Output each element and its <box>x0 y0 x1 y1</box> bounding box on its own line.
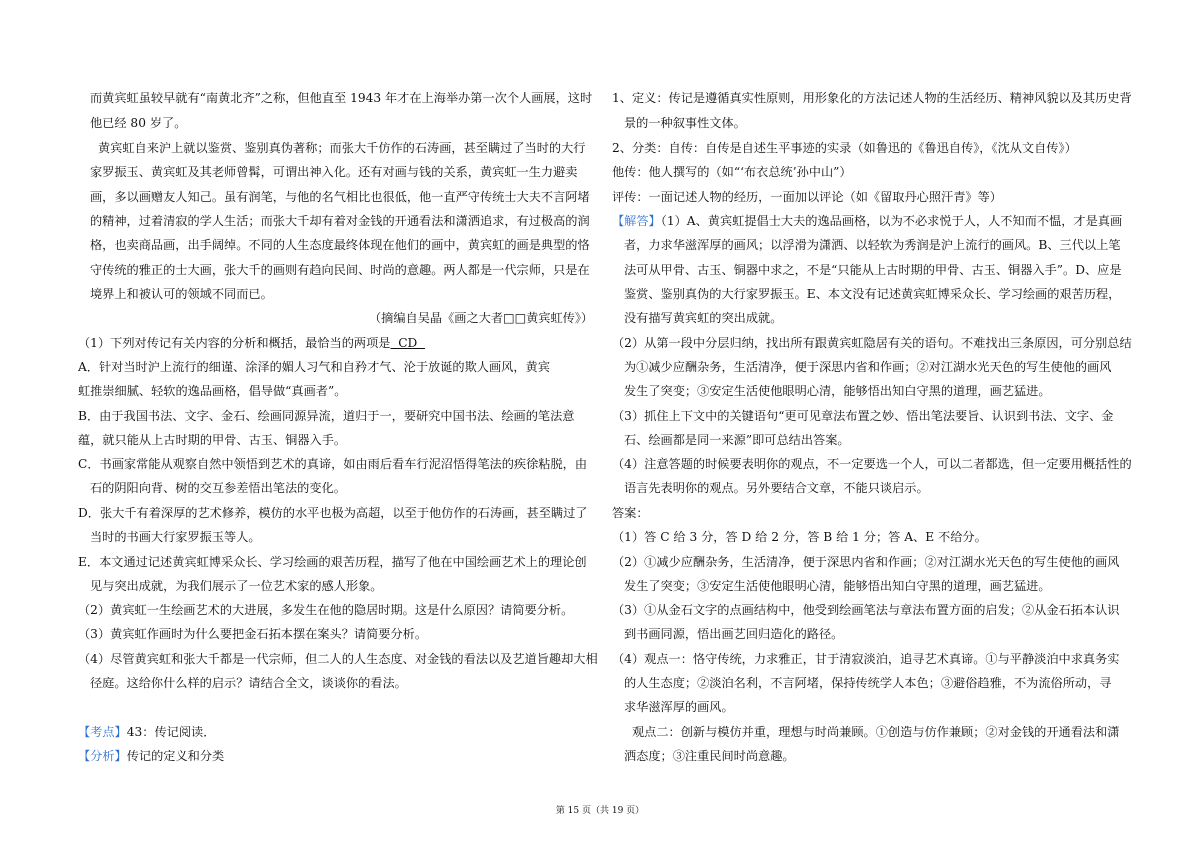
line-text: 的人生态度；②淡泊名利，不言阿堵，保持传统学人本色；③避俗趋雅，不为流俗所动，寻 <box>624 676 1112 690</box>
line-text: 观点二：创新与模仿并重，理想与时尚兼顾。①创造与仿作兼顾；②对金钱的开通看法和潇 <box>632 725 1120 739</box>
line-text: 虹推崇细腻、轻软的逸品画格，倡导做“真画者”。 <box>78 384 347 398</box>
line-text: 到书画同源，悟出画艺回归造化的路径。 <box>624 627 844 641</box>
line-text: （3）抓住上下文中的关键语句“更可见章法布置之妙、悟出笔法要旨、认识到书法、文字、金 <box>612 409 1114 423</box>
text-line <box>612 651 1119 667</box>
line-text: 黄宾虹自来沪上就以鉴赏、鉴别真伪著称；而张大千仿作的石涛画，甚至瞒过了当时的大行 <box>98 141 586 155</box>
line-text: 1、定义：传记是遵循真实性原则，用形象化的方法记述人物的生活经历、精神风貌以及其历史背 <box>612 91 1132 105</box>
line-text: 洒态度；③注重民间时尚意趣。 <box>624 749 795 763</box>
line-text: 为①减少应酬杂务，生活清净，便于深思内省和作画；②对江湖水光天色的写生使他的画风 <box>624 360 1112 374</box>
line-text: B．由于我国书法、文字、金石、绘画同源异流，道归于一，要研究中国书法、绘画的笔法意 <box>78 409 575 423</box>
text-line <box>78 432 346 448</box>
text-line <box>624 383 1051 399</box>
text-line <box>612 164 852 180</box>
text-line <box>624 262 1122 278</box>
text-line <box>78 456 587 472</box>
text-line <box>612 505 649 521</box>
line-text: （2）从第一段中分层归纳，找出所有跟黄宾虹隐居有关的语句。不难找出三条原因，可分别总结 <box>612 336 1132 350</box>
line-text: 2、分类：自传：自传是自述生平事迹的实录（如鲁迅的《鲁迅自传》，《沈从文自传》） <box>612 141 1077 155</box>
line-text: （1）下列对传记有关内容的分析和概括，最恰当的两项是 <box>78 336 391 350</box>
text-line <box>624 626 843 642</box>
line-text: （4）注意答题的时候要表明你的观点，不一定要选一个人，可以二者都选，但一定要用概括性的 <box>612 457 1132 471</box>
line-text: 家罗振玉、黄宾虹及其老师曾髯，可谓出神入化。还有对画与钱的关系，黄宾虹一生力避卖 <box>90 165 578 179</box>
text-line <box>90 480 346 496</box>
line-text: 语言先表明你的观点。另外要结合文章，不能只谈启示。 <box>624 481 929 495</box>
line-text: 石、绘画都是同一来源”即可总结出答案。 <box>624 433 850 447</box>
line-text: 守传统的雅正的士大画，张大千的画则有趋向民间、时尚的意趣。两人都是一代宗师，只是在 <box>90 263 590 277</box>
line-text: 蕴，就只能从上古时期的甲骨、古玉、铜器入手。 <box>78 433 347 447</box>
line-text: 发生了突变；③安定生活使他眼明心清，能够悟出知白守黑的道理，画艺猛进。 <box>624 579 1051 593</box>
line-text: 他传：他人撰写的（如“‘布衣总统’孙中山”） <box>612 165 852 179</box>
text-line <box>612 140 1077 156</box>
line-text: 发生了突变；③安定生活使他眼明心清，能够悟出知白守黑的道理，画艺猛进。 <box>624 384 1051 398</box>
text-line <box>78 335 425 351</box>
line-text: 求华滋浑厚的画风。 <box>624 700 734 714</box>
line-text: 法可从甲骨、古玉、铜器中求之，不是“只能从上古时期的甲骨、古玉、铜器入手”。D、应是 <box>624 263 1122 277</box>
text-line <box>624 578 1051 594</box>
text-line <box>78 602 573 618</box>
text-line <box>78 626 427 642</box>
text-line <box>90 237 590 253</box>
text-line <box>90 529 261 545</box>
line-text: （2）黄宾虹一生绘画艺术的大进展，多发生在他的隐居时期。这是什么原因？请简要分析。 <box>78 603 574 617</box>
text-line <box>624 432 850 448</box>
text-line <box>90 213 590 229</box>
text-line <box>90 262 590 278</box>
line-text: （1）A、黄宾虹提倡士大夫的逸品画格，以为不必求悦于人，人不知而不愠，才是真画 <box>660 214 1123 228</box>
text-line <box>612 602 1119 618</box>
text-line <box>90 164 578 180</box>
page-footer: 第 15 页（共 19 页） <box>555 806 645 816</box>
text-line <box>612 335 1132 351</box>
text-line <box>90 189 590 205</box>
line-text: D．张大千有着深厚的艺术修养，模仿的水平也极为高超，以至于他仿作的石涛画，甚至瞒过了 <box>78 506 588 520</box>
line-text: 景的一种叙事性文体。 <box>624 116 746 130</box>
text-line <box>78 554 587 570</box>
line-text: 格，也卖商品画，出手阔绰。不同的人生态度最终体现在他们的画中，黄宾虹的画是典型的恪 <box>90 238 590 252</box>
text-line <box>78 383 346 399</box>
text-line <box>624 359 1112 375</box>
text-line <box>90 90 592 106</box>
line-text: （1）答 C 给 3 分，答 D 给 2 分，答 B 给 1 分；答 A、E 不给分。 <box>612 530 987 544</box>
line-text: 没有描写黄宾虹的突出成就。 <box>624 311 783 325</box>
line-text: 画，多以画赠友人知己。虽有润笔，与他的名气相比也很低，他一直严守传统士大夫不言阿堵 <box>90 190 590 204</box>
text-line <box>98 140 586 156</box>
line-text: 当时的书画大行家罗振玉等人。 <box>90 530 261 544</box>
text-line <box>369 310 593 326</box>
line-text: 评传：一面记述人物的经历，一面加以评论（如《留取丹心照汗青》等） <box>612 190 1002 204</box>
line-text: 境界上和被认可的领域不同而已。 <box>90 287 273 301</box>
text-line <box>78 651 598 667</box>
text-line <box>78 505 587 521</box>
line-text: 而黄宾虹虽较早就有“南黄北齐”之称，但他直至 1943 年才在上海举办第一次个人画展，这时 <box>90 91 593 105</box>
text-line <box>624 675 1112 691</box>
text-line <box>624 748 795 764</box>
text-line <box>90 286 273 302</box>
line-text: C．书画家常能从观察自然中领悟到艺术的真谛，如由雨后看车行泥沼悟得笔法的疾徐粘脱，由 <box>78 457 588 471</box>
answer-blank: CD <box>390 336 426 350</box>
section-tag: 【考点】 <box>78 725 127 739</box>
line-text: （4）尽管黄宾虹和张大千都是一代宗师，但二人的人生态度、对金钱的看法以及艺道旨趣却大相 <box>78 652 598 666</box>
text-line <box>612 554 1119 570</box>
text-line <box>624 310 782 326</box>
line-text: 鉴赏、鉴别真伪的大行家罗振玉。E、本文没有记述黄宾虹博采众长、学习绘画的艰苦历程， <box>624 287 1121 301</box>
text-line <box>90 675 407 691</box>
text-line <box>612 189 1002 205</box>
text-line <box>78 359 550 375</box>
text-line <box>624 699 734 715</box>
text-line <box>78 408 574 424</box>
line-text: 他已经 80 岁了。 <box>90 116 187 130</box>
line-text: E．本文通过记述黄宾虹博采众长、学习绘画的艰苦历程，描写了他在中国绘画艺术上的理论创 <box>78 555 587 569</box>
line-text: 答案： <box>612 506 649 520</box>
text-line <box>612 456 1132 472</box>
line-text: （3）黄宾虹作画时为什么要把金石拓本摆在案头？请简要分析。 <box>78 627 428 641</box>
text-line <box>90 115 186 131</box>
text-line <box>78 748 224 764</box>
text-line <box>624 480 929 496</box>
line-text: （2）①减少应酬杂务，生活清净，便于深思内省和作画；②对江湖水光天色的写生使他的画风 <box>612 555 1120 569</box>
text-line <box>624 237 1120 253</box>
text-line <box>612 90 1132 106</box>
section-tag: 【分析】 <box>78 749 127 763</box>
text-line <box>612 213 1122 229</box>
text-line <box>624 286 1120 302</box>
text-line <box>90 578 383 594</box>
text-line <box>624 115 746 131</box>
text-line <box>632 724 1120 740</box>
text-line <box>612 408 1113 424</box>
section-tag: 【解答】 <box>612 214 661 228</box>
line-text: 者，力求华滋浑厚的画风；以浮滑为潇洒、以轻软为秀润是沪上流行的画风。B、三代以上笔 <box>624 238 1121 252</box>
line-text: 见与突出成就，为我们展示了一位艺术家的感人形象。 <box>90 579 383 593</box>
line-text: 的精神，过着清寂的学人生活；而张大千却有着对金钱的开通看法和潇洒追求，有过极高的润 <box>90 214 590 228</box>
line-text: 传记的定义和分类 <box>126 749 225 763</box>
line-text: （摘编自吴晶《画之大者□□黄宾虹传》） <box>369 311 594 325</box>
line-text: 径庭。这给你什么样的启示？请结合全文，谈谈你的看法。 <box>90 676 407 690</box>
line-text: （3）①从金石文字的点画结构中，他受到绘画笔法与章法布置方面的启发；②从金石拓本认识 <box>612 603 1120 617</box>
text-line <box>612 529 987 545</box>
line-text: （4）观点一：恪守传统，力求雅正，甘于清寂淡泊，追寻艺术真谛。①与平静淡泊中求真务实 <box>612 652 1120 666</box>
line-text: 43：传记阅读． <box>126 725 216 739</box>
line-text: A．针对当时沪上流行的细谨、涂泽的媚人习气和自矜才气、沦于放诞的欺人画风，黄宾 <box>78 360 550 374</box>
line-text: 石的阴阳向背、树的交互参差悟出笔法的变化。 <box>90 481 346 495</box>
text-line <box>78 724 215 740</box>
